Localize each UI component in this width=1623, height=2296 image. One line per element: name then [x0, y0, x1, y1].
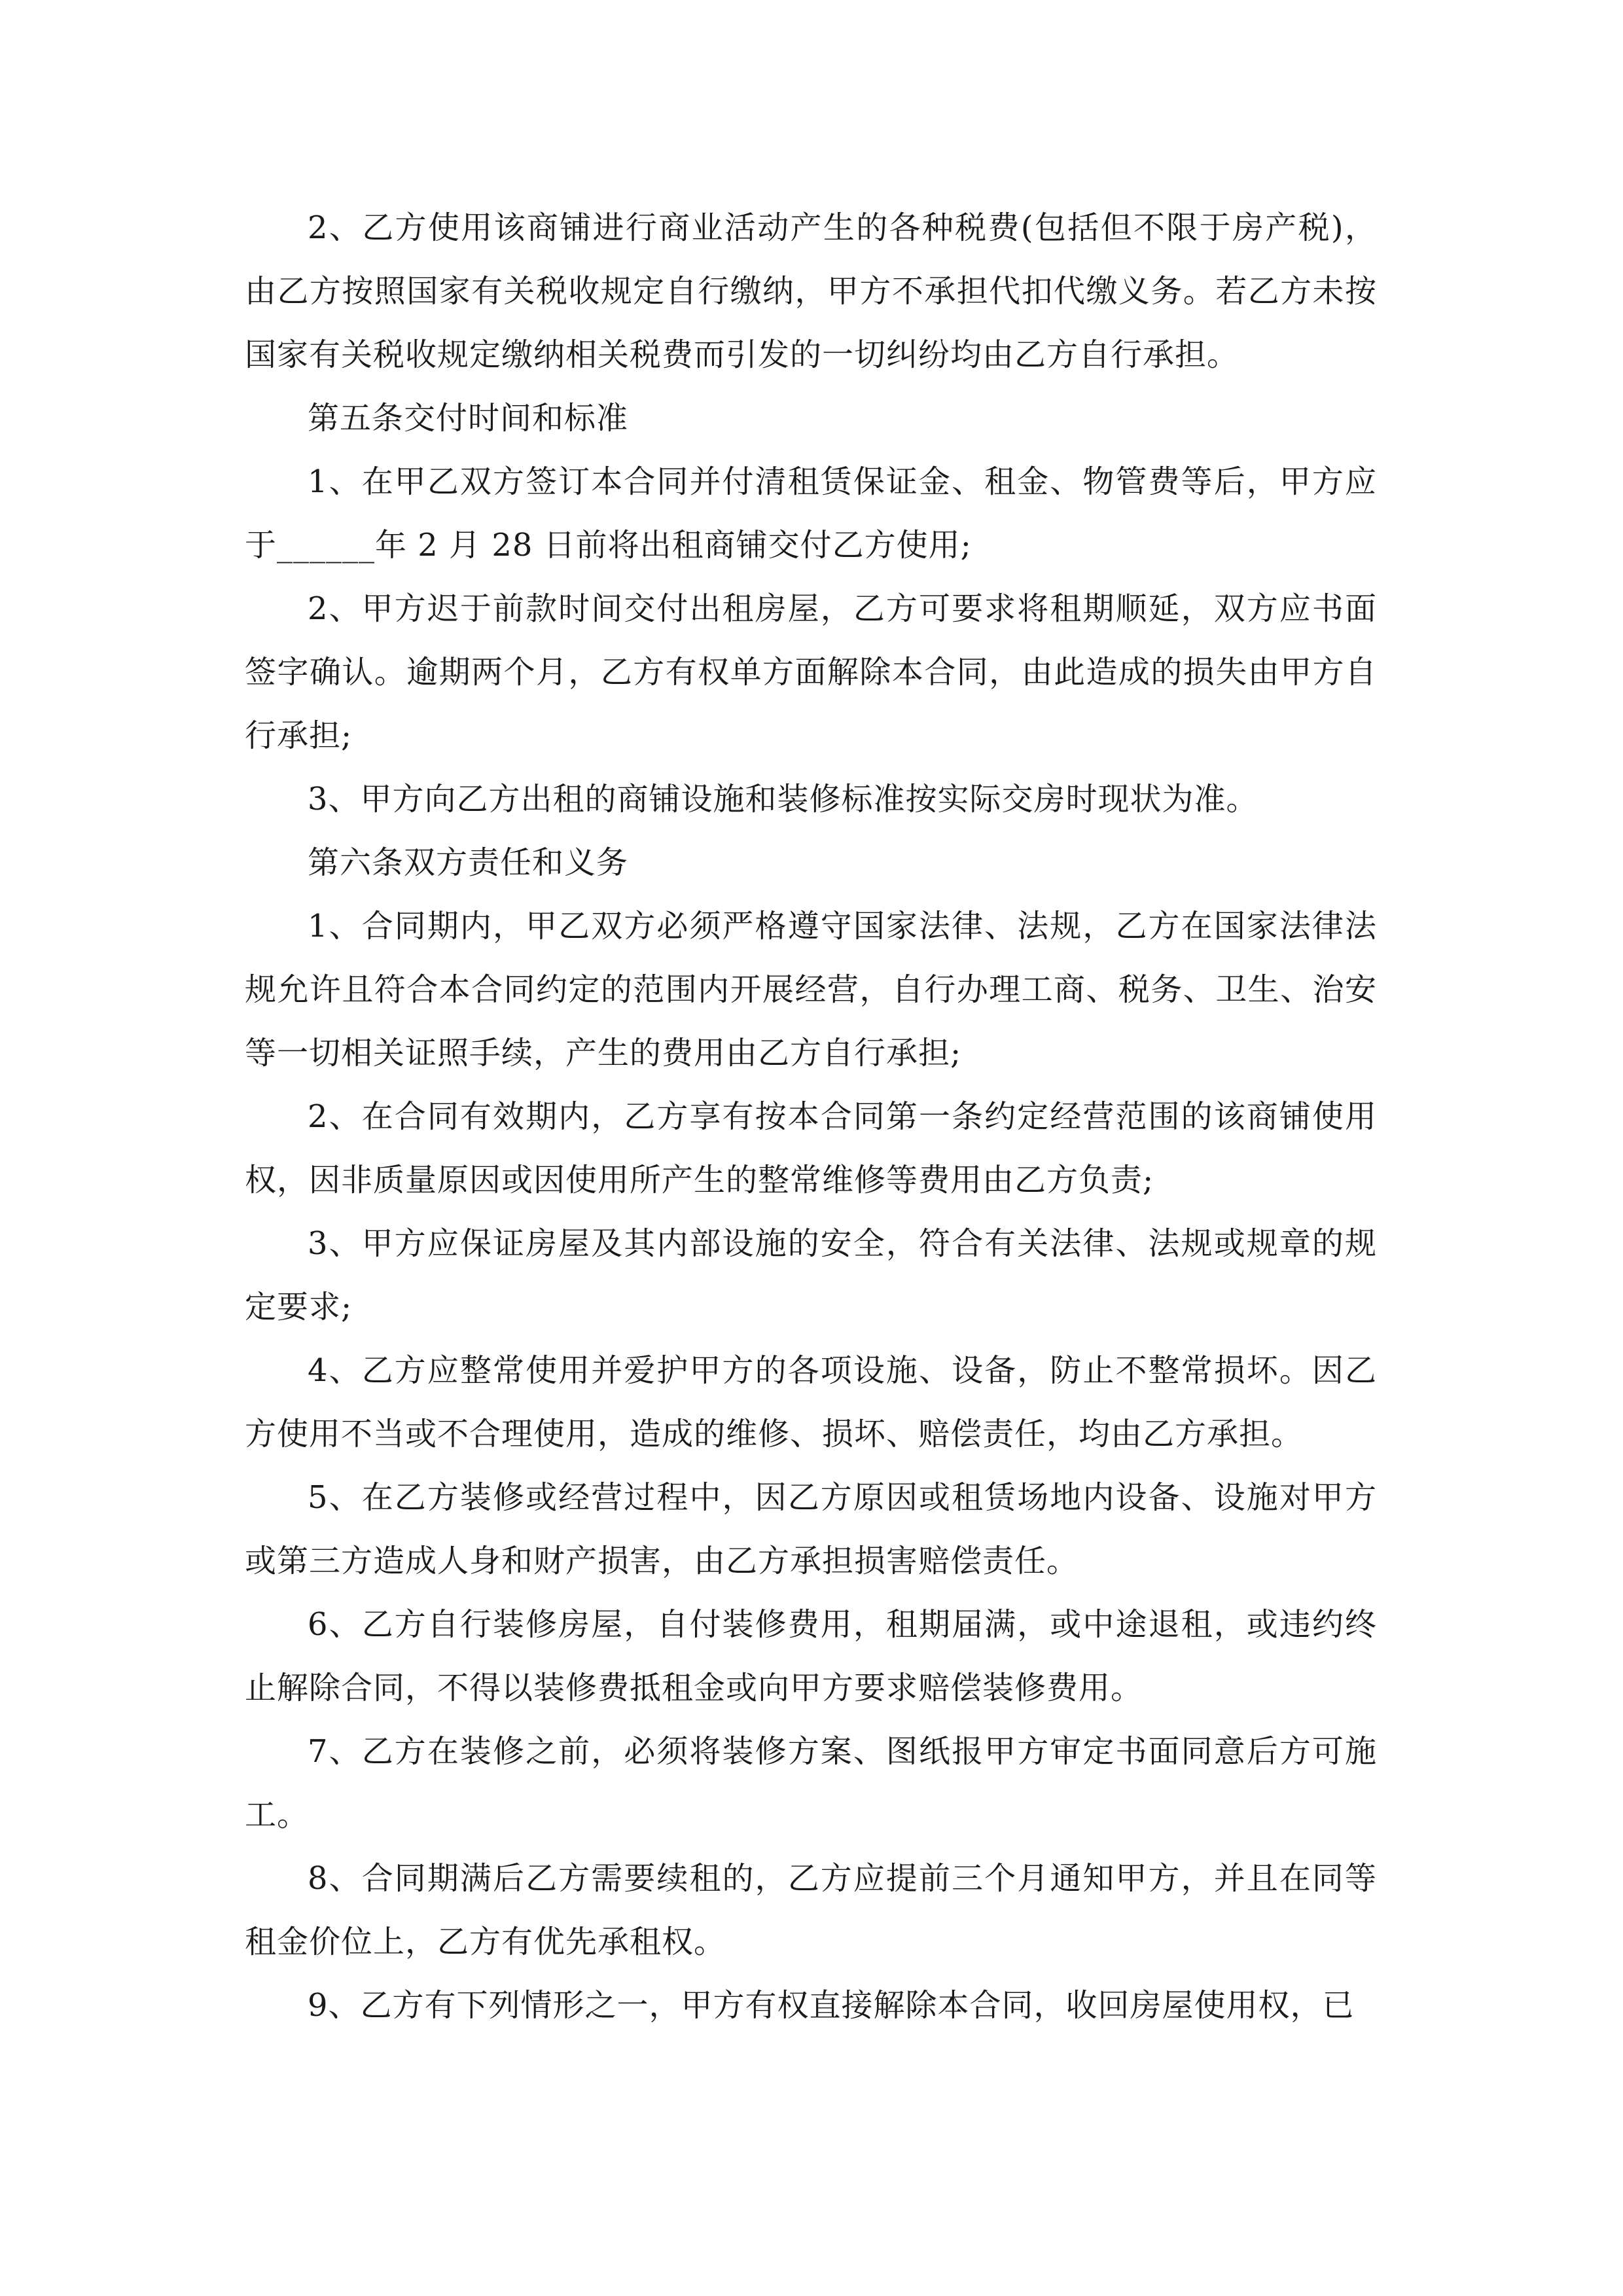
paragraph-6-6: 6、乙方自行装修房屋，自付装修费用，租期届满，或中途退租，或违约终止解除合同，不得以装修费抵租金或向甲方要求赔偿装修费用。 [245, 1606, 1377, 1706]
section-heading-article-5: 第五条交付时间和标准 [308, 400, 629, 437]
paragraph-6-9: 9、乙方有下列情形之一，甲方有权直接解除本合同，收回房屋使用权，已 [308, 1987, 1355, 2024]
paragraph-6-5: 5、在乙方装修或经营过程中，因乙方原因或租赁场地内设备、设施对甲方或第三方造成人身和财产损害，由乙方承担损害赔偿责任。 [245, 1479, 1377, 1579]
paragraph-6-2: 2、在合同有效期内，乙方享有按本合同第一条约定经营范围的该商铺使用权，因非质量原因或因使用所产生的整常维修等费用由乙方负责; [245, 1098, 1377, 1198]
paragraph-6-1: 1、合同期内，甲乙双方必须严格遵守国家法律、法规，乙方在国家法律法规允许且符合本合同约定的范围内开展经营，自行办理工商、税务、卫生、治安等一切相关证照手续，产生的费用由乙方自行承担; [245, 908, 1377, 1071]
paragraph-6-8: 8、合同期满后乙方需要续租的，乙方应提前三个月通知甲方，并且在同等租金价位上，乙方有优先承租权。 [245, 1860, 1377, 1960]
section-heading-article-6: 第六条双方责任和义务 [308, 844, 629, 881]
document-body [245, 196, 1377, 2037]
paragraph-5-1: 1、在甲乙双方签订本合同并付清租赁保证金、租金、物管费等后，甲方应于______年 2 月 28 日前将出租商铺交付乙方使用; [245, 463, 1377, 564]
paragraph-tax-obligations: 2、乙方使用该商铺进行商业活动产生的各种税费(包括但不限于房产税)，由乙方按照国家有关税收规定自行缴纳，甲方不承担代扣代缴义务。若乙方未按国家有关税收规定缴纳相关税费而引发的一切纠纷均由乙方自行承担。 [245, 209, 1377, 373]
paragraph-6-3: 3、甲方应保证房屋及其内部设施的安全，符合有关法律、法规或规章的规定要求; [245, 1225, 1377, 1325]
paragraph-5-3: 3、甲方向乙方出租的商铺设施和装修标准按实际交房时现状为准。 [308, 781, 1258, 817]
paragraph-6-4: 4、乙方应整常使用并爱护甲方的各项设施、设备，防止不整常损坏。因乙方使用不当或不合理使用，造成的维修、损坏、赔偿责任，均由乙方承担。 [245, 1352, 1377, 1452]
paragraph-6-7: 7、乙方在装修之前，必须将装修方案、图纸报甲方审定书面同意后方可施工。 [245, 1733, 1377, 1833]
paragraph-5-2: 2、甲方迟于前款时间交付出租房屋，乙方可要求将租期顺延，双方应书面签字确认。逾期两个月，乙方有权单方面解除本合同，由此造成的损失由甲方自行承担; [245, 590, 1377, 754]
